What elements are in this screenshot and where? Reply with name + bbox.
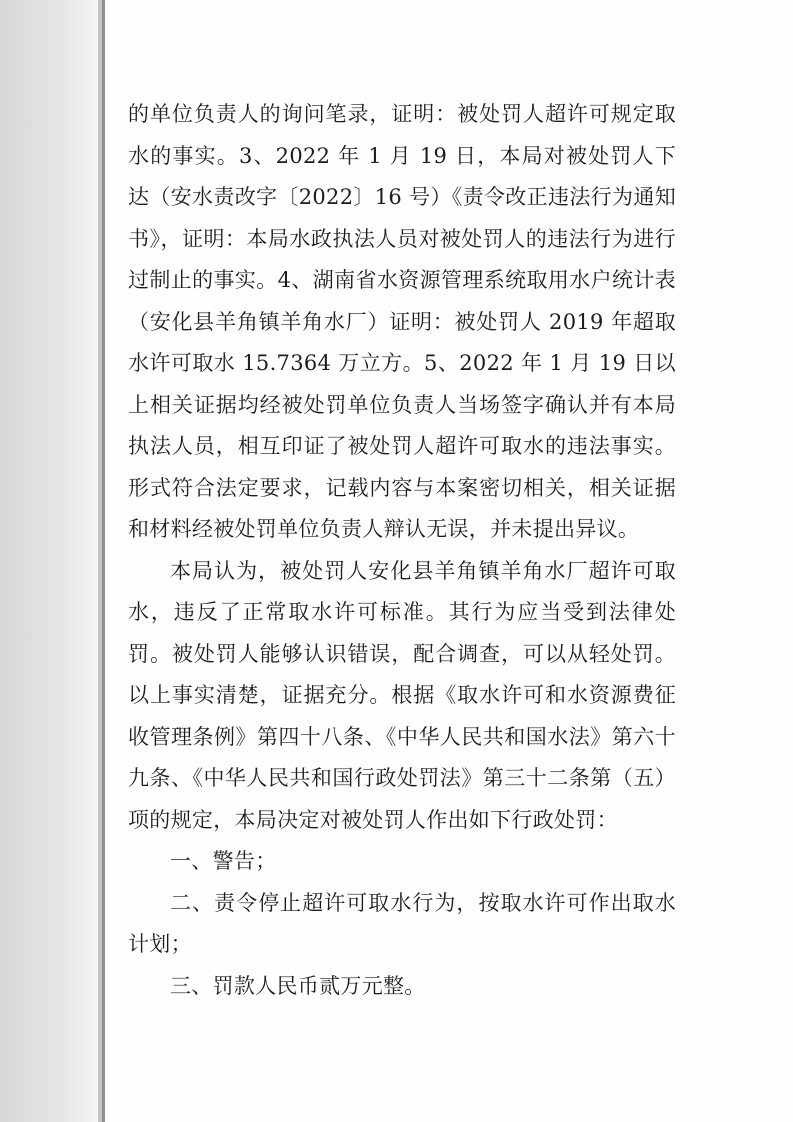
penalty-item-stop: 二、责令停止超许可取水行为，按取水许可作出取水计划；: [128, 890, 676, 956]
decision-paragraph: 本局认为，被处罚人安化县羊角镇羊角水厂超许可取水，违反了正常取水许可标准。其行为应当受到法律处罚。被处罚人能够认识错误，配合调查，可以从轻处罚。以上事实清楚，证据充分。根据《取水许可和水资源费征收管理条例》第四十八条、《中华人民共和国水法》第六十九条、《中华人民共和国行政处罚法》第三十二条第（五）项的规定，本局决定对被处罚人作出如下行政处罚：: [128, 558, 676, 832]
evidence-paragraph: 的单位负责人的询问笔录，证明：被处罚人超许可规定取水的事实。3、2022 年 1 月 19 日，本局对被处罚人下达（安水责改字〔2022〕16 号）《责令改正违法行为通知书》，证明：本局水政执法人员对被处罚人的违法行为进行过制止的事实。4、湖南省水资源管理系统取用水户统计表（安化县羊角镇羊角水厂）证明：被处罚人 2019 年超取水许可取水 15.7364 万立方。5、2022 年 1 月 19 日以上相关证据均经被处罚单位负责人当场签字确认并有本局执法人员，相互印证了被处罚人超许可取水的违法事实。形式符合法定要求，记载内容与本案密切相关，相关证据和材料经被处罚单位负责人辩认无误，并未提出异议。: [128, 102, 676, 541]
penalty-item-fine: 三、罚款人民币贰万元整。: [170, 973, 426, 998]
document-body: [128, 94, 676, 1007]
scanner-shadow: [0, 0, 104, 1122]
penalty-item-warning: 一、警告；: [170, 849, 277, 873]
